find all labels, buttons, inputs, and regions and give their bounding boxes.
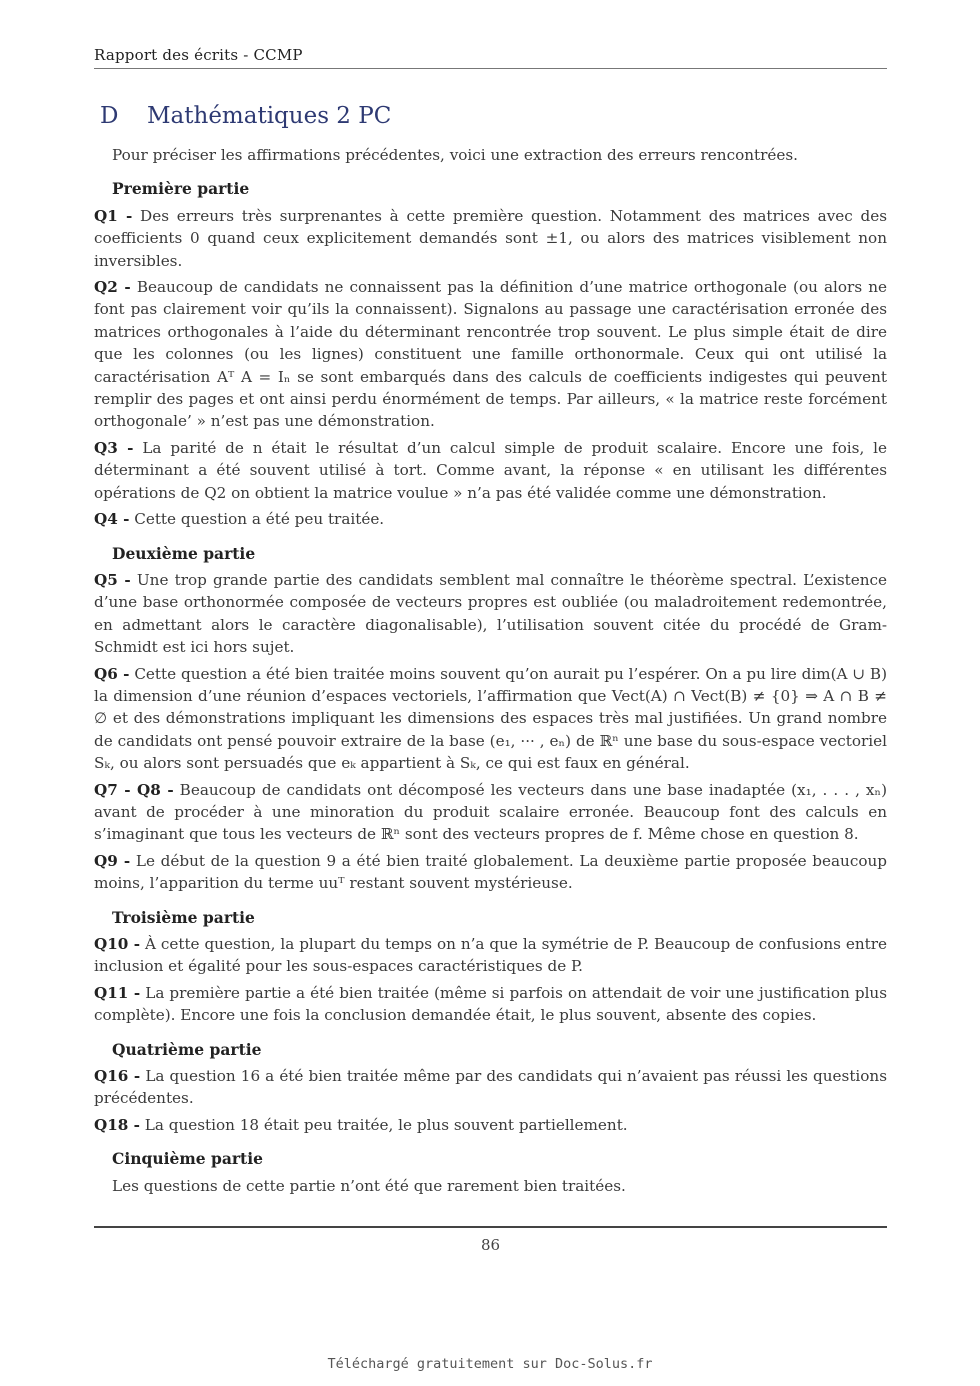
question-text: La question 16 a été bien traitée même par des candidats qui n’avaient pas réussi les questions précédentes.	[94, 1067, 888, 1108]
question-label: Q7 - Q8 -	[94, 780, 174, 799]
question-label: Q4 -	[94, 510, 130, 529]
question-text: Beaucoup de candidats ont décomposé les vecteurs dans une base inadaptée (x₁, . . . , xₙ) avant de procéder à une minoration du produit scalaire erronée. Beaucoup font des calculs en s’imaginant que tous les vecteurs de ℝⁿ sont des vecteurs propres de f. Même chose en question 8.	[94, 780, 887, 844]
section-letter: D	[100, 103, 119, 129]
part-title-1: Première partie	[112, 179, 250, 199]
question-text: Beaucoup de candidats ne connaissent pas la définition d’une matrice orthogonale (ou alors ne font pas clairement voir qu’ils la connaissent). Signalons au passage une caractérisation erronée des matrices orthogonales à l’aide du déterminant rencontrée trop souvent. Le plus simple était de dire que les colonnes (ou les lignes) constituent une famille orthonormale. Ceux qui ont utilisé la caractérisation Aᵀ A = Iₙ se sont embarqués dans des calculs de coefficients indigestes qui peuvent remplir des pages et ont ainsi perdu énormément de temps. Par ailleurs, « la matrice reste forcément orthogonale’ » n’est pas une démonstration.	[94, 278, 888, 431]
part-title-2: Deuxième partie	[112, 543, 256, 563]
section-name: Mathématiques 2 PC	[147, 103, 392, 129]
question-label: Q18 -	[94, 1115, 140, 1134]
question-label: Q11 -	[94, 983, 141, 1002]
question-label: Q1 -	[94, 206, 133, 225]
question-text: Une trop grande partie des candidats semblent mal connaître le théorème spectral. L’existence d’une base orthonormée composée de vecteurs propres est oubliée (ou maladroitement redemontrée, en admettant alors le caractère diagonalisable), l’utilisation souvent citée du procédé de Gram-Schmidt est ici hors sujet.	[94, 570, 888, 657]
question-label: Q5 -	[94, 570, 131, 589]
question-label: Q3 -	[94, 438, 134, 457]
question-label: Q16 -	[94, 1067, 141, 1086]
question-comment-q6	[94, 663, 887, 775]
question-comment-q10	[94, 933, 887, 978]
footer-rule	[94, 1226, 887, 1228]
section-title	[100, 103, 391, 129]
question-comment-q3	[94, 437, 887, 504]
question-text: La parité de n était le résultat d’un calcul simple de produit scalaire. Encore une fois, le déterminant a été souvent utilisé à tort. Comme avant, la réponse « en utilisant les différentes opérations de Q2 on obtient la matrice voulue » n’a pas été validée comme une démonstration.	[94, 438, 888, 502]
question-comment-q2	[94, 276, 887, 433]
question-text: À cette question, la plupart du temps on n’a que la symétrie de P. Beaucoup de confusions entre inclusion et égalité pour les sous-espaces caractéristiques de P.	[94, 935, 887, 976]
question-text: Des erreurs très surprenantes à cette première question. Notamment des matrices avec des coefficients 0 quand ceux explicitement demandés sont ±1, ou alors des matrices visiblement non inversibles.	[94, 206, 888, 270]
header-rule	[94, 68, 887, 69]
page-number: 86	[480, 1236, 501, 1254]
part-title-4: Quatrième partie	[112, 1039, 262, 1059]
question-comment-q4	[94, 508, 887, 530]
download-footer: Téléchargé gratuitement sur Doc-Solus.fr	[327, 1356, 653, 1372]
question-comment-q16	[94, 1065, 887, 1110]
report-body	[94, 144, 887, 1197]
question-comment-q18	[94, 1114, 887, 1136]
question-label: Q2 -	[94, 278, 131, 297]
question-text: Cette question a été peu traitée.	[134, 510, 385, 529]
question-comment-q9	[94, 850, 887, 895]
question-text: Le début de la question 9 a été bien traité globalement. La deuxième partie proposée beaucoup moins, l’apparition du terme uuᵀ restant souvent mystérieuse.	[94, 851, 887, 893]
question-comment-q11	[94, 982, 887, 1027]
question-label: Q9 -	[94, 851, 131, 870]
question-comment-q5	[94, 569, 887, 659]
question-comment-q7-q8	[94, 779, 887, 846]
question-text: La première partie a été bien traitée (même si parfois on attendait de voir une justification plus complète). Encore une fois la conclusion demandée était, le plus souvent, absente des copies.	[94, 983, 888, 1025]
question-text: Cette question a été bien traitée moins souvent qu’on aurait pu l’espérer. On a pu lire dim(A ∪ B) la dimension d’une réunion d’espaces vectoriels, l’affirmation que Vect(A) ∩ Vect(B) ≠ {0} ⇒ A ∩ B ≠ ∅ et des démonstrations impliquant les dimensions des espaces très mal justifiées. Un grand nombre de candidats ont pensé pouvoir extraire de la base (e₁, ··· , eₙ) de ℝⁿ une base du sous-espace vectoriel Sₖ, ou alors sont persuadés que eₖ appartient à Sₖ, ce qui est faux en général.	[94, 664, 888, 773]
part-title-5: Cinquième partie	[112, 1149, 263, 1169]
intro-paragraph: Pour préciser les affirmations précédentes, voici une extraction des erreurs rencontrées.	[112, 146, 798, 164]
running-header: Rapport des écrits - CCMP	[94, 46, 303, 64]
question-text: La question 18 était peu traitée, le plus souvent partiellement.	[144, 1115, 628, 1134]
question-label: Q6 -	[94, 664, 130, 683]
question-comment-q1	[94, 205, 887, 272]
part-title-3: Troisième partie	[112, 907, 255, 927]
question-label: Q10 -	[94, 935, 141, 953]
part-5-comment: Les questions de cette partie n’ont été que rarement bien traitées.	[112, 1176, 626, 1195]
